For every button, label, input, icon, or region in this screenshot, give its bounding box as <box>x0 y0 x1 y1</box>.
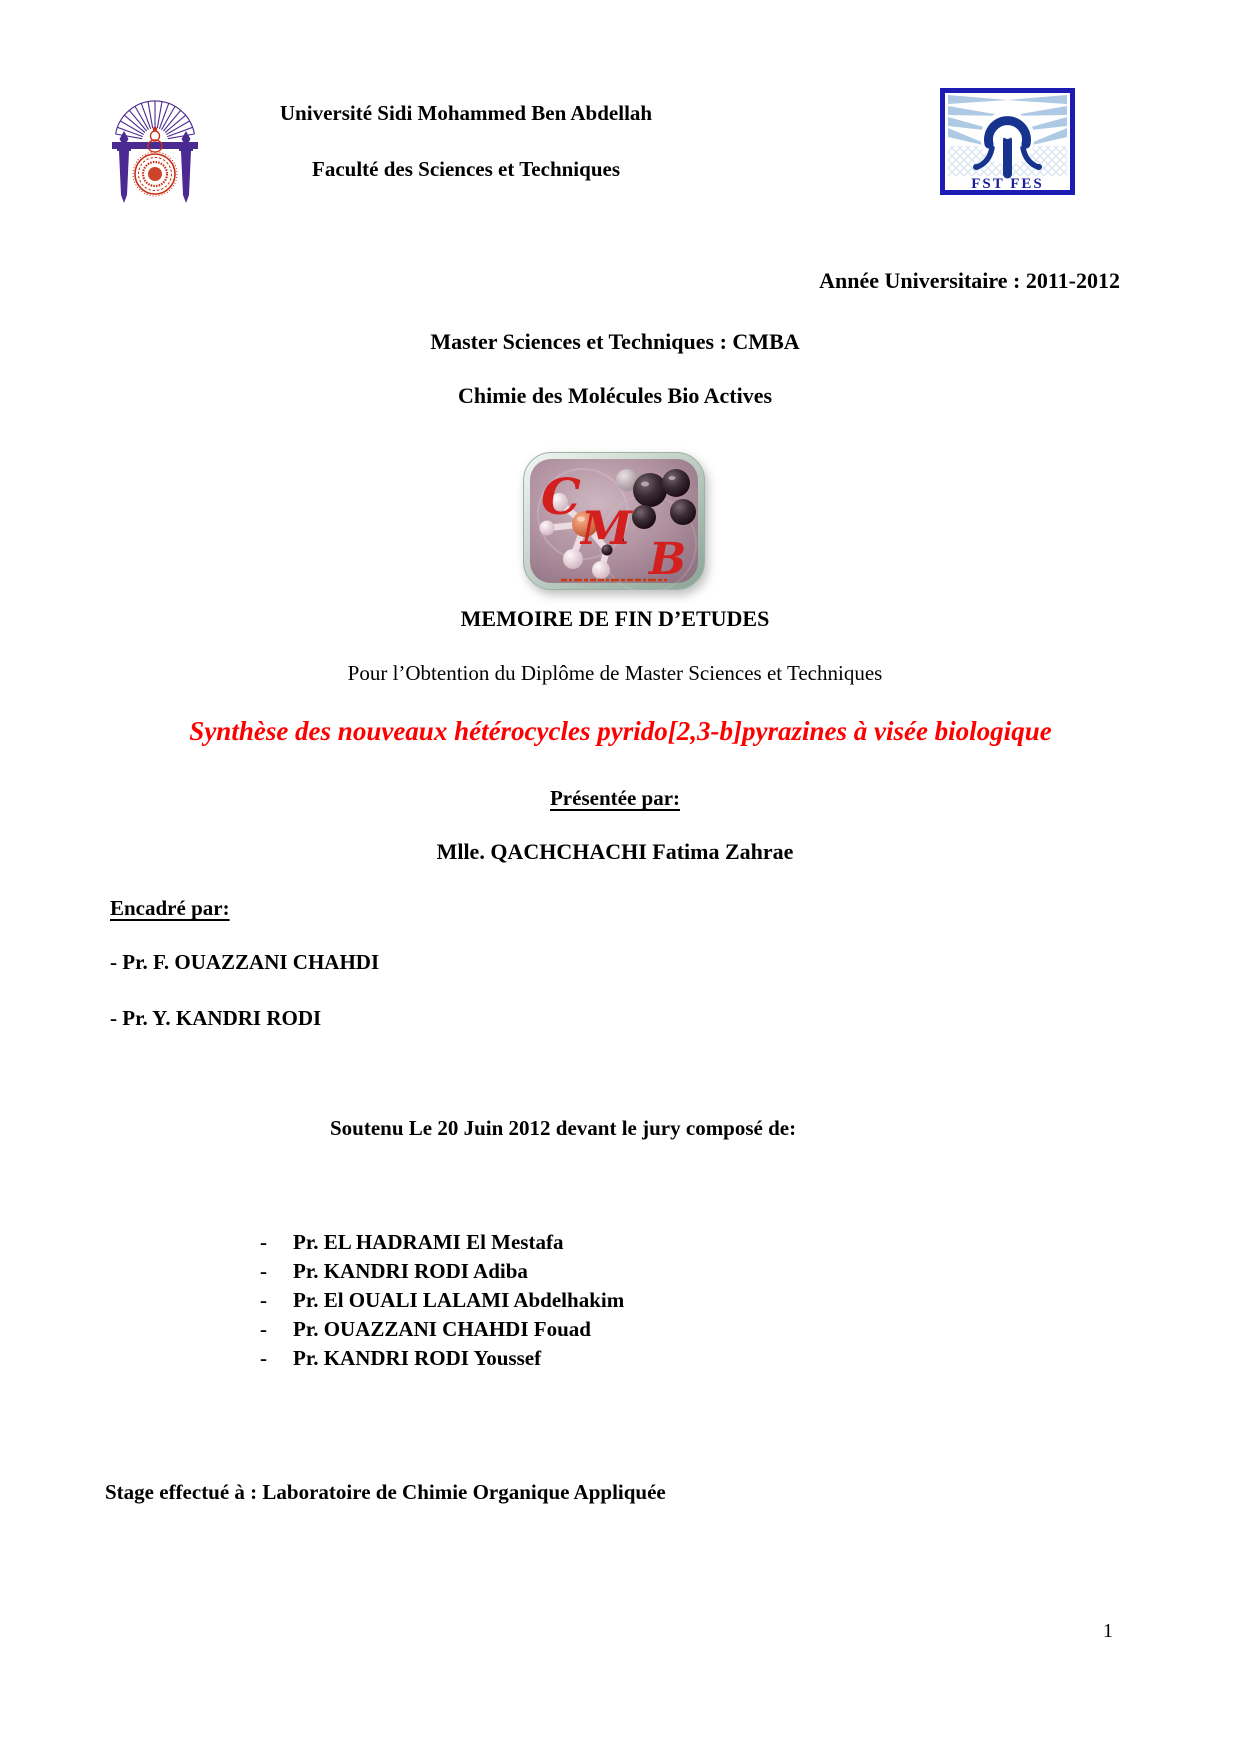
supervisor-1: - Pr. F. OUAZZANI CHAHDI <box>110 950 380 974</box>
jury-member-name: Pr. El OUALI LALAMI Abdelhakim <box>293 1288 625 1312</box>
author-name: Mlle. QACHCHACHI Fatima Zahrae <box>436 839 794 864</box>
jury-bullet: - <box>260 1259 267 1283</box>
jury-member <box>260 1257 624 1286</box>
faculty-name: Faculté des Sciences et Techniques <box>312 157 620 181</box>
internship-location: Stage effectué à : Laboratoire de Chimie Organique Appliquée <box>105 1480 666 1504</box>
document-purpose: Pour l’Obtention du Diplôme de Master Sciences et Techniques <box>347 661 883 685</box>
document-type-title: MEMOIRE DE FIN D’ETUDES <box>460 606 770 631</box>
thesis-title: Synthèse des nouveaux hétérocycles pyrido[2,3-b]pyrazines à visée biologique <box>189 716 1052 746</box>
supervised-by-label: Encadré par: <box>110 896 230 920</box>
jury-member <box>260 1315 624 1344</box>
jury-member-name: Pr. OUAZZANI CHAHDI Fouad <box>293 1317 591 1341</box>
cmb-letter-m: M <box>581 501 632 555</box>
fst-logo-caption: FST FES <box>971 176 1044 192</box>
cmb-master-logo <box>523 452 705 590</box>
university-name: Université Sidi Mohammed Ben Abdellah <box>279 101 653 125</box>
fst-fes-logo-icon <box>940 88 1075 195</box>
presented-by-label: Présentée par: <box>549 786 681 810</box>
jury-bullet: - <box>260 1317 267 1341</box>
jury-bullet: - <box>260 1230 267 1254</box>
cmb-letter-b: B <box>649 534 687 585</box>
academic-year: Année Universitaire : 2011-2012 <box>819 268 1120 293</box>
cmb-letter-c: C <box>541 467 581 526</box>
jury-bullet: - <box>260 1346 267 1370</box>
jury-member <box>260 1344 624 1373</box>
jury-member <box>260 1286 624 1315</box>
master-program: Master Sciences et Techniques : CMBA <box>430 329 800 354</box>
page-number: 1 <box>1103 1620 1113 1642</box>
jury-member <box>260 1228 624 1257</box>
jury-bullet: - <box>260 1288 267 1312</box>
specialty-name: Chimie des Molécules Bio Actives <box>457 383 773 408</box>
jury-member-name: Pr. KANDRI RODI Youssef <box>293 1346 542 1370</box>
jury-list <box>260 1228 624 1373</box>
supervisor-2: - Pr. Y. KANDRI RODI <box>110 1006 322 1030</box>
defense-statement: Soutenu Le 20 Juin 2012 devant le jury composé de: <box>330 1116 797 1140</box>
jury-member-name: Pr. EL HADRAMI El Mestafa <box>293 1230 564 1254</box>
jury-member-name: Pr. KANDRI RODI Adiba <box>293 1259 528 1283</box>
